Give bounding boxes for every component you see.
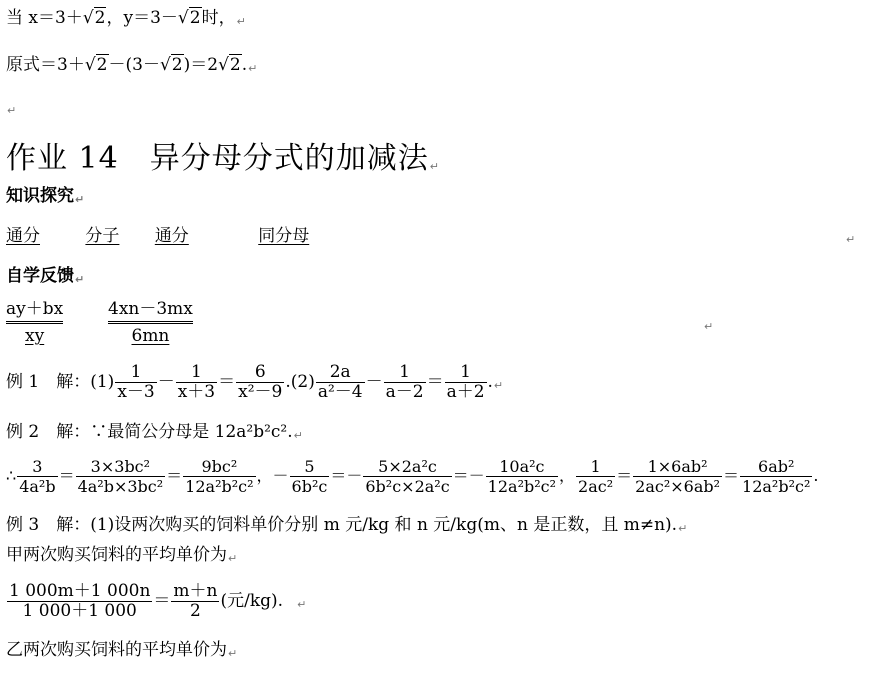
- paragraph-mark: ↵: [846, 233, 856, 246]
- fraction: $\frac{1}{x+3}$: [177, 362, 216, 402]
- sqrt: √2: [218, 55, 241, 75]
- fraction: $\frac{\text{9bc²}}{\text{12a²b²c²}}$: [185, 457, 254, 496]
- denominator: xy: [25, 326, 45, 346]
- text: ，y＝3－: [106, 8, 178, 28]
- paragraph-mark: ↵: [75, 193, 85, 206]
- paragraph-mark: ↵: [297, 598, 307, 611]
- paragraph-mark: ↵: [248, 62, 258, 75]
- sqrt: √2: [84, 55, 108, 75]
- paragraph-mark: ↵: [75, 273, 85, 286]
- empty-line: [6, 97, 16, 121]
- text: 甲两次购买饲料的平均单价为: [6, 545, 227, 565]
- example-1: 例 1 解：(1) $\frac{1}{x-3}$ － $\frac{1}{x+3}$ ＝ $\frac{6}{\text{x²－9}}$ .(2) $\frac{2a}{\text{a²－4}}$ － $\frac{1}{a-2}$ ＝ $\frac{1}{a+2}$ .↵: [6, 362, 504, 402]
- feedback-answer-1: [6, 298, 63, 348]
- text: 当 x＝3＋: [6, 8, 83, 28]
- paragraph-mark: ↵: [704, 320, 714, 333]
- paragraph-mark: ↵: [7, 104, 17, 117]
- section-feedback: [6, 266, 84, 290]
- text: .: [241, 55, 248, 75]
- fraction: $\frac{1}{\text{2ac²}}$: [578, 457, 614, 496]
- radicand: 2: [171, 55, 183, 75]
- numerator: 4xn－3mx: [108, 298, 193, 324]
- sqrt: √2: [177, 8, 201, 28]
- example-2-work: ∴ $\frac{3}{\text{4a²b}}$ ＝ $\frac{\text{3×3bc²}}{\text{4a²b×3bc²}}$ ＝ $\frac{\text{9bc²}}{\text{12a²b²c²}}$ ，－ $\frac{5}{\text{6b²c}}$ ＝－ $\frac{\text{5×2a²c}}{\text{6b²c×2a²c}}$ ＝－ $\frac{\text{10a²c}}{\text{12a²b²c²}}$ ， $\frac{1}{\text{2ac²}}$ ＝ $\frac{\text{1×6ab²}}{\text{2ac²×6ab²}}$ ＝ $\frac{\text{6ab²}}{\text{12a²b²c²}}$ .: [6, 457, 819, 496]
- fraction: $\frac{\text{1×6ab²}}{\text{2ac²×6ab²}}$: [635, 457, 721, 496]
- answer-2: 分子: [85, 226, 120, 246]
- sqrt: √2: [159, 55, 183, 75]
- radicand: 2: [94, 8, 106, 28]
- paragraph-mark: ↵: [228, 552, 238, 565]
- paragraph-mark: ↵: [678, 522, 688, 535]
- denominator: 6mn: [131, 326, 170, 346]
- paragraph-mark: ↵: [236, 15, 246, 28]
- text: －(3－: [108, 55, 160, 75]
- fraction: $\frac{\text{6ab²}}{\text{12a²b²c²}}$: [742, 457, 811, 496]
- fraction: $\frac{1}{a-2}$: [385, 362, 424, 402]
- sqrt: √2: [82, 8, 106, 28]
- answer-4: 同分母: [258, 226, 310, 246]
- fraction: $\frac{\text{5×2a²c}}{\text{6b²c×2a²c}}$: [365, 457, 450, 496]
- paragraph-mark: ↵: [493, 379, 504, 392]
- page-heading: [6, 133, 440, 177]
- example-label: 例 3 解：(1)设两次购买的饲料单价分别 m 元/kg 和 n 元/kg(m、n 是正数，且 m≠n).: [6, 515, 678, 535]
- text: 时，: [201, 8, 236, 28]
- answer-3: 通分: [154, 226, 189, 246]
- fraction: $\frac{m+n}{2}$: [173, 581, 218, 621]
- example-3-intro: [6, 515, 687, 539]
- example-3-line2: [6, 545, 237, 569]
- fraction: $\frac{\text{10a²c}}{\text{12a²b²c²}}$: [487, 457, 557, 496]
- heading-text: 作业 14 异分母分式的加减法: [6, 141, 429, 176]
- radicand: 2: [229, 55, 241, 75]
- text-line-condition: [6, 8, 246, 32]
- section-knowledge: [6, 186, 84, 210]
- text: 原式＝3＋: [6, 55, 85, 75]
- text: 乙两次购买饲料的平均单价为: [6, 640, 227, 660]
- example-3-formula: $\frac{1 000m+1 000n}{1 000+1 000}$ ＝ $\frac{m+n}{2}$ (元/kg). ↵: [9, 581, 307, 621]
- text: )＝2: [183, 55, 219, 75]
- paragraph-mark: ↵: [228, 647, 238, 660]
- radicand: 2: [96, 55, 108, 75]
- fraction: $\frac{3}{\text{4a²b}}$: [19, 457, 56, 496]
- example-2-intro: [6, 422, 303, 446]
- answer-blanks: [6, 226, 876, 246]
- paragraph-mark: ↵: [429, 160, 440, 173]
- radicand: 2: [189, 8, 201, 28]
- example-label: 例 1 解：(1): [6, 372, 115, 392]
- feedback-answer-2: [108, 298, 193, 348]
- example-3-line4: [6, 640, 237, 664]
- fraction: $\frac{\text{3×3bc²}}{\text{4a²b×3bc²}}$: [77, 457, 164, 496]
- fraction: $\frac{1}{x-3}$: [117, 362, 155, 402]
- paragraph-mark: ↵: [293, 429, 303, 442]
- section-title: 知识探究: [6, 186, 74, 206]
- section-title: 自学反馈: [6, 266, 74, 286]
- fraction: $\frac{2a}{\text{a²－4}}$: [317, 362, 363, 402]
- fraction: $\frac{1 000m+1 000n}{1 000+1 000}$: [9, 581, 151, 621]
- answer-1: 通分: [6, 226, 40, 246]
- fraction: $\frac{1}{a+2}$: [446, 362, 485, 402]
- fraction: $\frac{5}{\text{6b²c}}$: [291, 457, 328, 496]
- text-line-result: [6, 55, 257, 79]
- fraction: $\frac{6}{\text{x²－9}}$: [238, 362, 283, 402]
- numerator: ay＋bx: [6, 298, 63, 324]
- example-label: 例 2 解：∵最简公分母是 12a²b²c².: [6, 422, 293, 442]
